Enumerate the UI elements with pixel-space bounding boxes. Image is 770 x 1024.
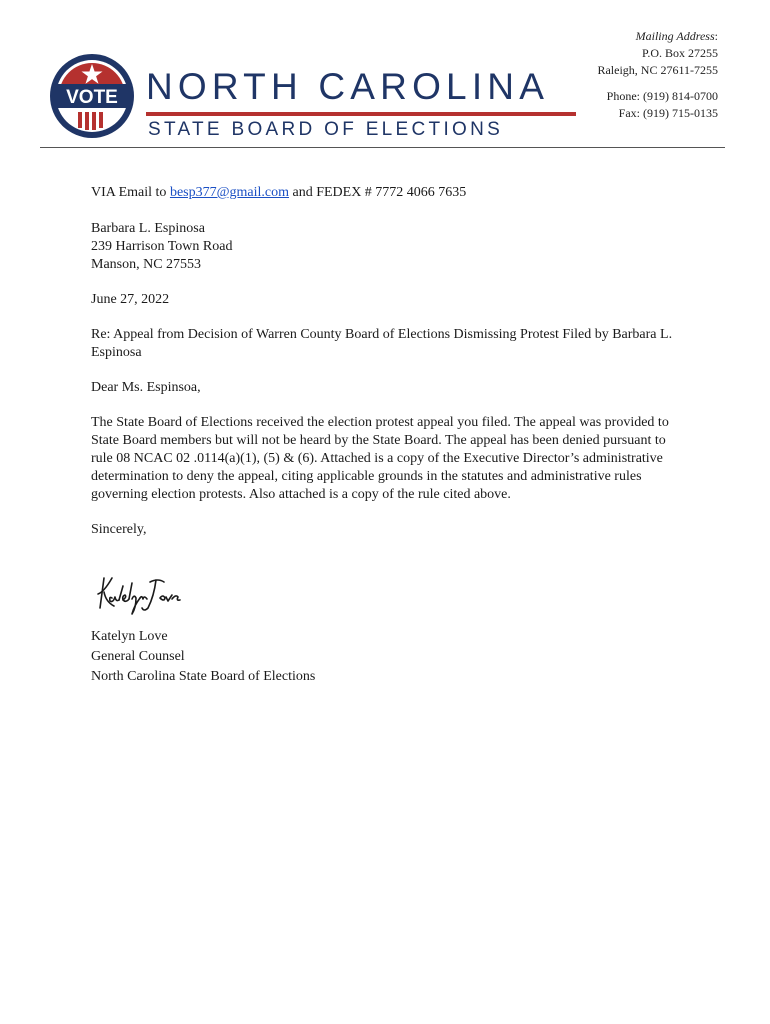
signer-block: [91, 627, 315, 687]
signer-name: Katelyn Love: [91, 629, 168, 644]
phone: Phone: (919) 814-0700: [606, 89, 718, 103]
org-title: NORTH CAROLINA: [146, 66, 550, 107]
re-line: Re: Appeal from Decision of Warren County Board of Elections Dismissing Protest Filed by Barbara L. Espinosa: [91, 327, 673, 360]
vote-logo: [48, 52, 136, 140]
recipient-name: Barbara L. Espinosa: [91, 221, 205, 236]
letter-body: [91, 184, 681, 539]
header-divider: [40, 147, 725, 148]
org-subtitle: STATE BOARD OF ELECTIONS: [148, 119, 504, 140]
signer-title: General Counsel: [91, 649, 185, 664]
closing: Sincerely,: [91, 522, 147, 537]
salutation: Dear Ms. Espinsoa,: [91, 380, 201, 395]
body-paragraph: The State Board of Elections received the election protest appeal you filed. The appeal was provided to State Board members but will not be heard by the State Board. The appeal has been denied pursuant to rule 08 NCAC 02 .0114(a)(1), (5) & (6). Attached is a copy of the Executive Director’s administrative determination to deny the appeal, citing applicable grounds in the statutes and administrative rules governing election protests. Also attached is a copy of the rule cited above.: [91, 415, 669, 502]
signature: [92, 568, 192, 618]
recipient-address: [91, 220, 681, 274]
mailing-address-label: Mailing Address:: [635, 29, 718, 43]
signer-org: North Carolina State Board of Elections: [91, 669, 316, 684]
delivery-line: VIA Email to besp377@gmail.com and FEDEX # 7772 4066 7635: [91, 185, 467, 200]
recipient-email-link[interactable]: besp377@gmail.com: [169, 185, 289, 200]
recipient-city: Manson, NC 27553: [91, 257, 202, 272]
city-line: Raleigh, NC 27611-7255: [597, 63, 718, 77]
logo-text: VOTE: [66, 87, 118, 108]
contact-block: [597, 28, 718, 122]
fax: Fax: (919) 715-0135: [618, 106, 718, 120]
recipient-street: 239 Harrison Town Road: [91, 239, 233, 254]
po-box: P.O. Box 27255: [641, 46, 718, 60]
letter-date: June 27, 2022: [91, 292, 170, 307]
org-title-underline: [146, 112, 576, 116]
